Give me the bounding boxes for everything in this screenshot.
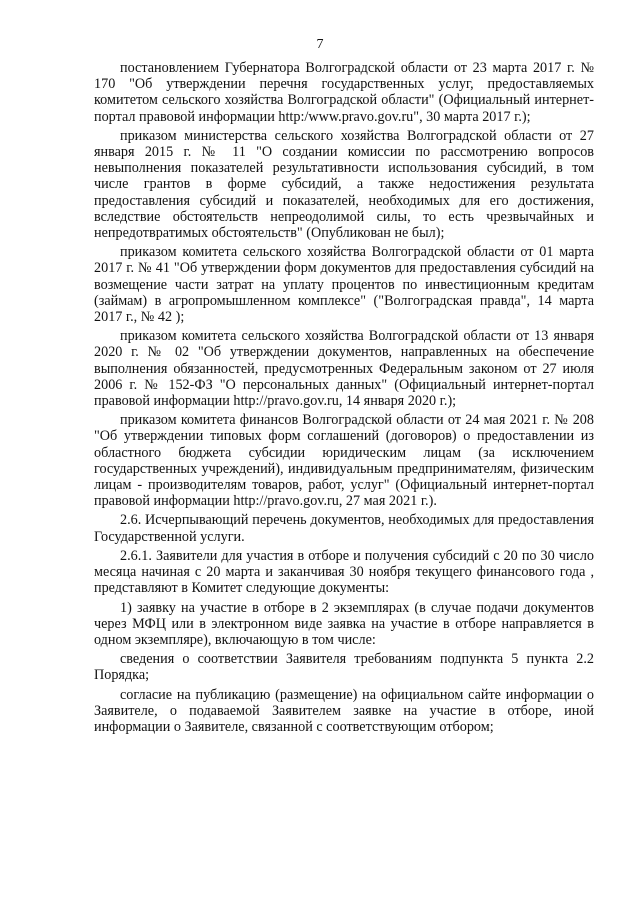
paragraph-committee-order-2017: приказом комитета сельского хозяйства Волгоградской области от 01 марта 2017 г. № 41 "Об утверждении форм документов для предоставления субсидий на возмещение части затрат на уплату процентов по инвестиционным кредитам (займам) в агропромышленном комплексе" ("Волгоградская правда", 14 марта 2017 г., № 42 ); — [94, 244, 594, 326]
paragraph-section-2-6-1: 2.6.1. Заявители для участия в отборе и получения субсидий с 20 по 30 число месяца начиная с 20 марта и заканчивая 30 ноября текущего финансового года , представляют в Комитет следующие документы: — [94, 547, 594, 597]
paragraph-publication-consent: согласие на публикацию (размещение) на официальном сайте информации о Заявителе, о подаваемой Заявителем заявке на участие в отборе, иной информации о Заявителе, связанной с соответствующим отбором; — [94, 686, 594, 735]
paragraph-section-2-6: 2.6. Исчерпывающий перечень документов, необходимых для предоставления Государственной услуги. — [94, 512, 594, 545]
paragraph-finance-order-2021: приказом комитета финансов Волгоградской области от 24 мая 2021 г. № 208 "Об утверждении типовых форм соглашений (договоров) о предоставлении из областного бюджета субсидии юридическим лицам (за исключением государственных учреждений), индивидуальным предпринимателям, физическим лицам - производителям товаров, работ, услуг" (Официальный интернет-портал правовой информации http://pravo.gov.ru, 27 мая 2021 г.). — [94, 412, 594, 510]
paragraph-item-1-application: 1) заявку на участие в отборе в 2 экземплярах (в случае подачи документов через МФЦ или в электронном виде заявка на участие в отборе направляется в одном экземпляре), включающую в том числе: — [94, 599, 594, 648]
paragraph-ministry-order-2015: приказом министерства сельского хозяйства Волгоградской области от 27 января 2015 г. № 11 "О создании комиссии по рассмотрению вопросов невыполнения показателей результативности использования субсидий, в том числе грантов в форме субсидий, а также недостижения результата предоставления субсидий и показателей, необходимых для его достижения, вследствие обстоятельств непреодолимой силы, то есть чрезвычайных и непредотвратимых обстоятельств" (Опубликован не был); — [94, 127, 594, 242]
page-number: 7 — [316, 37, 324, 52]
paragraph-governor-decree: постановлением Губернатора Волгоградской области от 23 марта 2017 г. № 170 "Об утверждении перечня государственных услуг, предоставляемых комитетом сельского хозяйства Волгоградской области" (Официальный интернет-портал правовой информации http:/www.pravo.gov.ru", 30 марта 2017 г.); — [94, 60, 594, 125]
paragraph-compliance-info: сведения о соответствии Заявителя требованиям подпункта 5 пункта 2.2 Порядка; — [94, 651, 594, 684]
document-body — [94, 60, 594, 738]
paragraph-committee-order-2020: приказом комитета сельского хозяйства Волгоградской области от 13 января 2020 г. № 02 "Об утверждении документов, направленных на обеспечение выполнения обязанностей, предусмотренных Федеральным законом от 27 июля 2006 г. № 152-ФЗ "О персональных данных" (Официальный интернет-портал правовой информации http://pravo.gov.ru, 14 января 2020 г.); — [94, 328, 594, 410]
